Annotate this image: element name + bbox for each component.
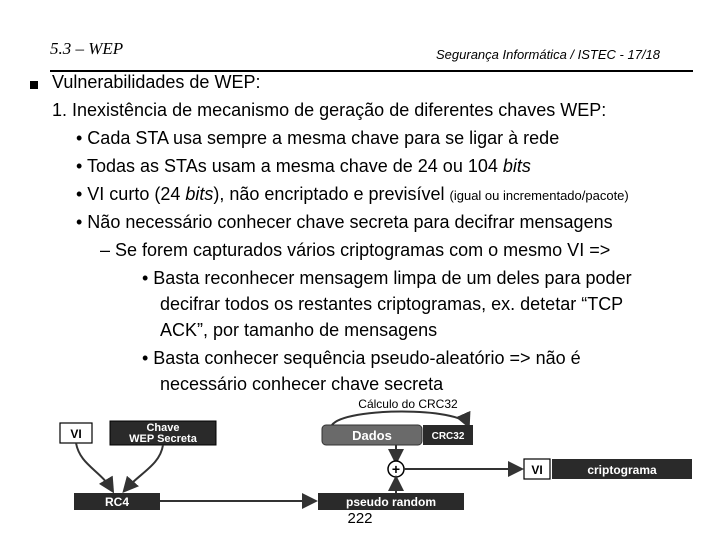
- rc4-label: RC4: [104, 495, 130, 509]
- dash-item-capturados: – Se forem capturados vários criptogramas com o mesmo VI =>: [100, 240, 611, 260]
- bullet-nao-necessario: • Não necessário conhecer chave secreta para decifrar mensagens: [76, 212, 613, 232]
- vi-output-label: VI: [531, 463, 543, 477]
- sub-bullet-1-line-3: ACK”, por tamanho de mensagens: [160, 320, 438, 340]
- bullet-todas-stas-text: • Todas as STAs usam a mesma chave de 24 ou 104: [76, 156, 503, 176]
- header-section-title: 5.3 – WEP: [50, 39, 124, 58]
- bullet-vi-curto-emphasis: bits: [185, 184, 214, 204]
- data-label: Dados: [352, 428, 392, 443]
- crc32-label: CRC32: [431, 431, 465, 442]
- sub-bullet-1-line-2: decifrar todos os restantes criptogramas, ex. detetar “TCP: [160, 294, 624, 314]
- square-bullet-icon: [30, 81, 38, 89]
- ciphertext-label: criptograma: [587, 463, 657, 477]
- page-number: 222: [347, 510, 373, 527]
- bullet-cada-sta: • Cada STA usa sempre a mesma chave para se ligar à rede: [76, 128, 560, 148]
- vi-to-rc4-arrow: [76, 443, 112, 490]
- sub-bullet-2-line-2: necessário conhecer chave secreta: [160, 374, 444, 394]
- slide-title: Vulnerabilidades de WEP:: [52, 72, 261, 92]
- bullet-vi-curto: [76, 184, 629, 205]
- secret-key-label-2: WEP Secreta: [129, 433, 197, 445]
- crc-calc-arrow: [332, 412, 468, 426]
- bullet-todas-stas: [76, 156, 531, 177]
- xor-symbol: +: [391, 461, 401, 477]
- secret-key-label-1: Chave: [146, 422, 180, 434]
- bullet-vi-curto-a: • VI curto (24: [76, 184, 186, 204]
- sub-bullet-2-line-1: • Basta conhecer sequência pseudo-aleatório => não é: [142, 348, 581, 368]
- bullet-vi-curto-note: (igual ou incrementado/pacote): [449, 188, 629, 203]
- pseudo-random-label: pseudo random: [345, 495, 437, 509]
- key-to-rc4-arrow: [125, 445, 163, 490]
- vi-input-label: VI: [70, 427, 82, 441]
- numbered-item-1: 1. Inexistência de mecanismo de geração de diferentes chaves WEP:: [52, 100, 607, 120]
- header-course-info: Segurança Informática / ISTEC - 17/18: [436, 47, 660, 62]
- bullet-vi-curto-b: ), não encriptado e previsível: [213, 184, 450, 204]
- bullet-todas-stas-emphasis: bits: [502, 156, 531, 176]
- sub-bullet-1-line-1: • Basta reconhecer mensagem limpa de um deles para poder: [142, 268, 632, 288]
- crc-calc-label: Cálculo do CRC32: [358, 397, 458, 411]
